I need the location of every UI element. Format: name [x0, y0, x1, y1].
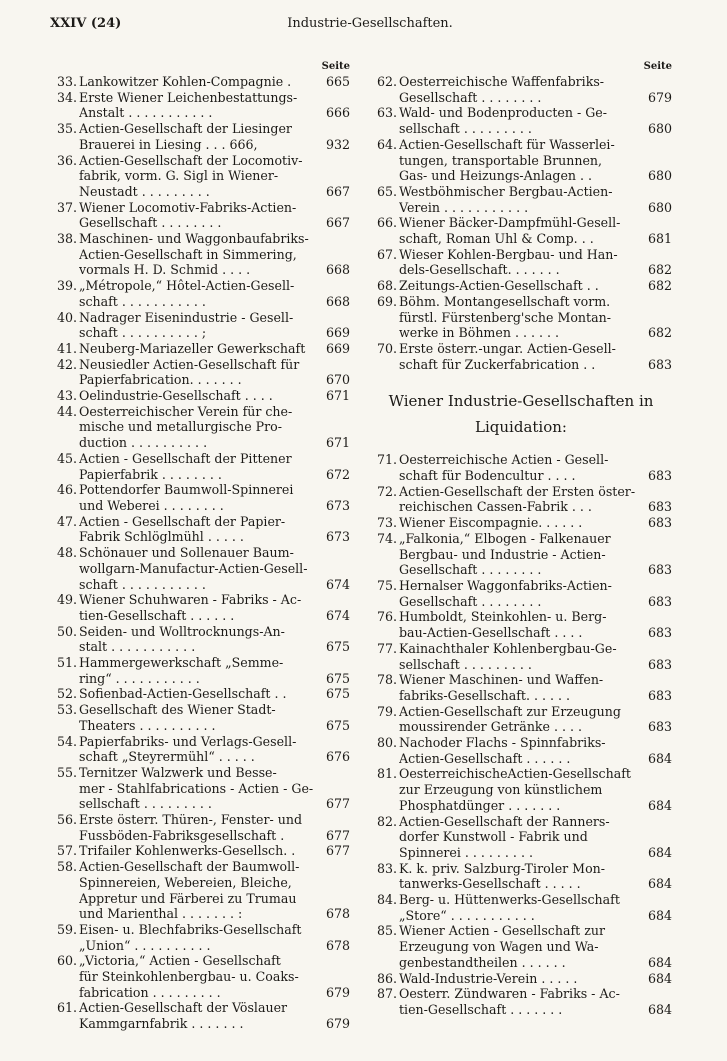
index-entry: [370, 923, 672, 970]
entry-text-line: Actien - Gesellschaft der Pittener: [79, 450, 292, 466]
entry-text-line: Spinnereien, Webereien, Bleiche,: [79, 874, 292, 890]
entry-text-line: Theaters . . . . . . . . . .: [79, 717, 216, 733]
entry-text-line: Erste österr. Thüren-, Fenster- und: [79, 812, 303, 828]
entry-page-number: 672: [325, 466, 350, 482]
entry-text-line: sellschaft . . . . . . . . .: [399, 656, 532, 672]
entry-page-number: 683: [647, 593, 672, 609]
index-entry: [50, 357, 350, 388]
entry-text-line: fürstl. Fürstenberg'sche Montan-: [399, 309, 611, 325]
entry-text-line: Papierfabrication. . . . . . .: [79, 372, 242, 388]
entry-page-number: 682: [647, 325, 672, 341]
entry-number: 51.: [56, 655, 77, 671]
entry-text-line: Oesterreichischer Verein für che-: [79, 403, 293, 419]
entry-page-number: 673: [325, 497, 350, 513]
entry-page-number: 675: [325, 670, 350, 686]
entry-number: 35.: [56, 121, 77, 137]
entry-text-line: genbestandtheilen . . . . . .: [399, 954, 566, 970]
entry-text-line: schaft „Steyrermühl“ . . . . .: [79, 749, 255, 765]
entry-number: 86.: [376, 970, 397, 986]
entry-page-number: 679: [325, 1016, 350, 1032]
index-entry: [370, 704, 672, 735]
entry-text-line: vormals H. D. Schmid . . . .: [79, 262, 251, 278]
entry-page-number: 680: [647, 168, 672, 184]
page-header: [50, 16, 690, 36]
entry-text-line: Pottendorfer Baumwoll-Spinnerei: [79, 482, 294, 498]
entry-text-line: Wiener Schuhwaren - Fabriks - Ac-: [79, 592, 302, 608]
entry-list-right-top: [370, 74, 672, 372]
index-entry: [50, 686, 350, 702]
entry-number: 70.: [376, 340, 397, 356]
entry-page-number: 684: [647, 844, 672, 860]
entry-list-right-bottom: [370, 452, 672, 1017]
entry-text-line: tien-Gesellschaft . . . . . . .: [399, 1001, 563, 1017]
index-entry: [50, 702, 350, 733]
entry-text-line: Nadrager Eisenindustrie - Gesell-: [79, 309, 294, 325]
index-entry: [370, 986, 672, 1017]
section-heading-line: Liquidation:: [475, 418, 567, 437]
entry-number: 69.: [376, 293, 397, 309]
entry-number: 57.: [56, 843, 77, 859]
index-entry: [370, 531, 672, 578]
entry-number: 59.: [56, 921, 77, 937]
entry-text-line: „Victoria,“ Actien - Gesellschaft: [79, 953, 281, 969]
entry-text-line: Bergbau- und Industrie - Actien-: [399, 546, 606, 562]
entry-text-line: sellschaft . . . . . . . . .: [399, 121, 532, 137]
entry-page-number: 674: [325, 576, 350, 592]
entry-text-line: „Union“ . . . . . . . . . .: [79, 937, 211, 953]
entry-text-line: Fabrik Schlöglmühl . . . . .: [79, 529, 244, 545]
index-entry: [370, 672, 672, 703]
index-entry: [50, 514, 350, 545]
entry-text-line: Actien-Gesellschaft der Vöslauer: [79, 1000, 288, 1016]
entry-text-line: Neuberg-Mariazeller Gewerkschaft: [79, 340, 306, 356]
entry-page-number: 684: [647, 970, 672, 986]
entry-number: 37.: [56, 199, 77, 215]
entry-page-number: 683: [647, 562, 672, 578]
entry-number: 74.: [376, 530, 397, 546]
entry-text-line: Oesterr. Zündwaren - Fabriks - Ac-: [399, 986, 620, 1002]
index-entry: [50, 734, 350, 765]
index-entry: [50, 451, 350, 482]
entry-text-line: Gas- und Heizungs-Anlagen . .: [399, 168, 593, 184]
entry-number: 58.: [56, 859, 77, 875]
index-entry: [50, 310, 350, 341]
index-entry: [50, 953, 350, 1000]
entry-text-line: Humboldt, Steinkohlen- u. Berg-: [399, 609, 607, 625]
entry-text-line: Wieser Kohlen-Bergbau- und Han-: [399, 246, 618, 262]
index-entry: [50, 341, 350, 357]
entry-page-number: 684: [647, 797, 672, 813]
entry-text-line: Actien-Gesellschaft . . . . . .: [399, 750, 571, 766]
entry-text-line: Gesellschaft . . . . . . . .: [399, 562, 542, 578]
entry-page-number: 680: [647, 199, 672, 215]
entry-text-line: fabriks-Gesellschaft. . . . . .: [399, 687, 571, 703]
index-entry: [370, 105, 672, 136]
index-entry: [50, 200, 350, 231]
entry-page-number: 683: [647, 687, 672, 703]
entry-number: 36.: [56, 152, 77, 168]
entry-text-line: Papierfabriks- und Verlags-Gesell-: [79, 733, 297, 749]
entry-text-line: Spinnerei . . . . . . . . .: [399, 844, 533, 860]
index-entry: [370, 341, 672, 372]
seite-label: Seite: [321, 61, 350, 72]
index-entry: [370, 137, 672, 184]
entry-text-line: dels-Gesellschaft. . . . . . .: [399, 262, 560, 278]
entry-text-line: Böhm. Montangesellschaft vorm.: [399, 293, 611, 309]
entry-page-number: 669: [325, 325, 350, 341]
entry-page-number: 666: [325, 105, 350, 121]
entry-number: 82.: [376, 813, 397, 829]
entry-page-number: 677: [325, 827, 350, 843]
entry-page-number: 682: [647, 262, 672, 278]
entry-text-line: Wiener Actien - Gesellschaft zur: [399, 923, 605, 939]
entry-text-line: Trifailer Kohlenwerks-Gesellsch. .: [79, 843, 296, 859]
entry-number: 47.: [56, 513, 77, 529]
entry-number: 45.: [56, 450, 77, 466]
entry-number: 83.: [376, 860, 397, 876]
entry-page-number: 678: [325, 937, 350, 953]
entry-page-number: 673: [325, 529, 350, 545]
index-entry: [50, 74, 350, 90]
entry-page-number: 667: [325, 183, 350, 199]
index-entry: [370, 278, 672, 294]
entry-text-line: Actien - Gesellschaft der Papier-: [79, 513, 286, 529]
entry-text-line: Westböhmischer Bergbau-Actien-: [399, 183, 613, 199]
entry-text-line: tungen, transportable Brunnen,: [399, 152, 603, 168]
entry-text-line: Erzeugung von Wagen und Wa-: [399, 939, 599, 955]
index-entry: [370, 515, 672, 531]
entry-number: 81.: [376, 766, 397, 782]
entry-number: 52.: [56, 686, 77, 702]
entry-text-line: Wiener Locomotiv-Fabriks-Actien-: [79, 199, 297, 215]
index-entry: [50, 545, 350, 592]
entry-number: 65.: [376, 183, 397, 199]
entry-text-line: schaft . . . . . . . . . . .: [79, 293, 206, 309]
index-entry: [370, 609, 672, 640]
entry-page-number: 683: [647, 719, 672, 735]
entry-text-line: Hernalser Waggonfabriks-Actien-: [399, 577, 612, 593]
running-title: Industrie-Gesellschaften.: [287, 16, 453, 31]
entry-number: 60.: [56, 953, 77, 969]
entry-text-line: fabrik, vorm. G. Sigl in Wiener-: [79, 168, 279, 184]
entry-text-line: Actien-Gesellschaft in Simmering,: [79, 246, 297, 262]
entry-number: 85.: [376, 923, 397, 939]
entry-text-line: Ternitzer Walzwerk und Besse-: [79, 764, 277, 780]
entry-text-line: Actien-Gesellschaft der Baumwoll-: [79, 859, 300, 875]
index-entry: [50, 624, 350, 655]
index-entry: [50, 153, 350, 200]
entry-number: 76.: [376, 609, 397, 625]
entry-number: 46.: [56, 482, 77, 498]
index-entry: [50, 404, 350, 451]
entry-text-line: Kainachthaler Kohlenbergbau-Ge-: [399, 640, 617, 656]
entry-number: 50.: [56, 623, 77, 639]
index-entry: [50, 278, 350, 309]
entry-text-line: Appretur und Färberei zu Trumau: [79, 890, 297, 906]
entry-list-left: [50, 74, 350, 1032]
entry-text-line: zur Erzeugung von künstlichem: [399, 782, 603, 798]
entry-number: 64.: [376, 136, 397, 152]
entry-page-number: 675: [325, 686, 350, 702]
entry-text-line: Actien-Gesellschaft der Liesinger: [79, 121, 292, 137]
entry-text-line: und Weberei . . . . . . . .: [79, 497, 224, 513]
entry-page-number: 679: [325, 984, 350, 1000]
entry-number: 41.: [56, 340, 77, 356]
entry-page-number: 678: [325, 906, 350, 922]
entry-page-number: 671: [325, 388, 350, 404]
entry-page-number: 681: [647, 231, 672, 247]
entry-text-line: moussirender Getränke . . . .: [399, 719, 583, 735]
entry-text-line: schaft . . . . . . . . . . .: [79, 576, 206, 592]
entry-text-line: Seiden- und Wolltrocknungs-An-: [79, 623, 285, 639]
entry-page-number: 684: [647, 876, 672, 892]
entry-text-line: Nachoder Flachs - Spinnfabriks-: [399, 735, 606, 751]
entry-text-line: werke in Böhmen . . . . . .: [399, 325, 559, 341]
section-heading: [370, 388, 672, 440]
entry-text-line: Wald- und Bodenproducten - Ge-: [399, 105, 607, 121]
index-entry: [370, 578, 672, 609]
right-column: [370, 60, 672, 1018]
entry-page-number: 684: [647, 907, 672, 923]
index-entry: [370, 74, 672, 105]
entry-number: 43.: [56, 388, 77, 404]
entry-text-line: K. k. priv. Salzburg-Tiroler Mon-: [399, 860, 606, 876]
entry-text-line: Actien-Gesellschaft der Ranners-: [399, 813, 610, 829]
entry-page-number: 667: [325, 215, 350, 231]
entry-page-number: 675: [325, 717, 350, 733]
entry-page-number: 665: [325, 74, 350, 89]
index-entry: [370, 735, 672, 766]
entry-text-line: Neustadt . . . . . . . . .: [79, 183, 210, 199]
entry-text-line: Phosphatdünger . . . . . . .: [399, 797, 561, 813]
entry-page-number: 684: [647, 954, 672, 970]
entry-page-number: 668: [325, 262, 350, 278]
entry-text-line: Actien-Gesellschaft zur Erzeugung: [399, 703, 621, 719]
entry-text-line: Wiener Maschinen- und Waffen-: [399, 672, 604, 688]
index-entry: [50, 90, 350, 121]
entry-number: 56.: [56, 812, 77, 828]
entry-text-line: Gesellschaft . . . . . . . .: [79, 215, 222, 231]
entry-text-line: Oelindustrie-Gesellschaft . . . .: [79, 388, 273, 404]
index-entry: [370, 971, 672, 987]
entry-number: 67.: [376, 246, 397, 262]
index-entry: [370, 766, 672, 813]
entry-text-line: fabrication . . . . . . . . .: [79, 984, 221, 1000]
index-entry: [370, 484, 672, 515]
index-entry: [370, 892, 672, 923]
entry-text-line: bau-Actien-Gesellschaft . . . .: [399, 625, 583, 641]
entry-number: 48.: [56, 545, 77, 561]
entry-text-line: dorfer Kunstwoll - Fabrik und: [399, 829, 588, 845]
entry-number: 75.: [376, 577, 397, 593]
entry-number: 84.: [376, 892, 397, 908]
entry-number: 63.: [376, 105, 397, 121]
entry-text-line: Anstalt . . . . . . . . . . .: [79, 105, 213, 121]
entry-text-line: Kammgarnfabrik . . . . . . .: [79, 1016, 244, 1032]
entry-number: 73.: [376, 515, 397, 531]
entry-text-line: Lankowitzer Kohlen-Compagnie .: [79, 74, 292, 89]
entry-number: 54.: [56, 733, 77, 749]
entry-text-line: Gesellschaft . . . . . . . .: [399, 593, 542, 609]
entry-number: 42.: [56, 356, 77, 372]
seite-label: Seite: [643, 61, 672, 72]
entry-text-line: schaft für Zuckerfabrication . .: [399, 356, 596, 372]
entry-number: 55.: [56, 764, 77, 780]
entry-page-number: 932: [325, 136, 350, 152]
entry-text-line: „Falkonia,“ Elbogen - Falkenauer: [399, 530, 611, 546]
entry-page-number: 674: [325, 607, 350, 623]
index-entry: [370, 641, 672, 672]
index-entry: [50, 812, 350, 843]
entry-text-line: Berg- u. Hüttenwerks-Gesellschaft: [399, 892, 620, 908]
entry-text-line: wollgarn-Manufactur-Actien-Gesell-: [79, 560, 308, 576]
entry-page-number: 682: [647, 278, 672, 294]
entry-text-line: duction . . . . . . . . . .: [79, 435, 208, 451]
index-entry: [50, 859, 350, 922]
entry-text-line: Fussböden-Fabriksgesellschaft .: [79, 827, 285, 843]
entry-text-line: Actien-Gesellschaft der Ersten öster-: [399, 483, 636, 499]
entry-number: 33.: [56, 74, 77, 89]
entry-page-number: 684: [647, 1001, 672, 1017]
entry-text-line: Gesellschaft des Wiener Stadt-: [79, 702, 276, 718]
entry-text-line: Erste österr.-ungar. Actien-Gesell-: [399, 340, 616, 356]
entry-text-line: Papierfabrik . . . . . . . .: [79, 466, 222, 482]
page-number: XXIV (24): [50, 16, 122, 31]
entry-number: 61.: [56, 1000, 77, 1016]
entry-page-number: 683: [647, 499, 672, 515]
entry-number: 79.: [376, 703, 397, 719]
entry-text-line: Wiener Eiscompagnie. . . . . .: [399, 515, 583, 531]
entry-text-line: „Métropole,“ Hôtel-Actien-Gesell-: [79, 278, 295, 294]
entry-page-number: 683: [647, 468, 672, 484]
entry-text-line: Maschinen- und Waggonbaufabriks-: [79, 231, 309, 247]
entry-text-line: Oesterreichische Actien - Gesell-: [399, 452, 609, 468]
entry-number: 62.: [376, 74, 397, 89]
entry-page-number: 683: [647, 656, 672, 672]
entry-page-number: 669: [325, 340, 350, 356]
section-heading-line: Wiener Industrie-Gesellschaften in: [388, 392, 654, 411]
entry-number: 80.: [376, 735, 397, 751]
entry-text-line: Actien-Gesellschaft der Locomotiv-: [79, 152, 303, 168]
entry-text-line: Wald-Industrie-Verein . . . . .: [399, 970, 578, 986]
entry-number: 71.: [376, 452, 397, 468]
entry-text-line: Sofienbad-Actien-Gesellschaft . .: [79, 686, 287, 702]
entry-text-line: Schönauer und Sollenauer Baum-: [79, 545, 294, 561]
entry-number: 44.: [56, 403, 77, 419]
index-entry: [50, 843, 350, 859]
entry-text-line: Gesellschaft . . . . . . . .: [399, 89, 542, 105]
entry-text-line: tanwerks-Gesellschaft . . . . .: [399, 876, 581, 892]
index-entry: [370, 452, 672, 483]
index-entry: [370, 294, 672, 341]
index-entry: [370, 247, 672, 278]
entry-number: 78.: [376, 672, 397, 688]
entry-number: 87.: [376, 986, 397, 1002]
entry-text-line: Neusiedler Actien-Gesellschaft für: [79, 356, 300, 372]
index-entry: [50, 655, 350, 686]
entry-number: 38.: [56, 231, 77, 247]
index-entry: [370, 215, 672, 246]
entry-page-number: 683: [647, 625, 672, 641]
entry-page-number: 683: [647, 515, 672, 531]
entry-text-line: reichischen Cassen-Fabrik . . .: [399, 499, 592, 515]
entry-text-line: schaft für Bodencultur . . . .: [399, 468, 576, 484]
entry-text-line: sellschaft . . . . . . . . .: [79, 796, 212, 812]
index-entry: [370, 861, 672, 892]
entry-text-line: Wiener Bäcker-Dampfmühl-Gesell-: [399, 215, 621, 231]
entry-text-line: Erste Wiener Leichenbestattungs-: [79, 89, 298, 105]
entry-number: 49.: [56, 592, 77, 608]
entry-text-line: „Store“ . . . . . . . . . . .: [399, 907, 535, 923]
entry-page-number: 670: [325, 372, 350, 388]
index-entry: [370, 814, 672, 861]
index-entry: [50, 765, 350, 812]
entry-page-number: 668: [325, 293, 350, 309]
entry-page-number: 676: [325, 749, 350, 765]
entry-text-line: tien-Gesellschaft . . . . . .: [79, 607, 235, 623]
entry-number: 53.: [56, 702, 77, 718]
entry-text-line: stalt . . . . . . . . . . .: [79, 639, 196, 655]
entry-page-number: 671: [325, 435, 350, 451]
entry-page-number: 677: [325, 796, 350, 812]
entry-number: 39.: [56, 278, 77, 294]
entry-page-number: 679: [647, 89, 672, 105]
entry-text-line: ring“ . . . . . . . . . . .: [79, 670, 200, 686]
left-column: [50, 60, 350, 1032]
entry-text-line: Brauerei in Liesing . . . 666,: [79, 136, 258, 152]
entry-number: 68.: [376, 278, 397, 294]
entry-text-line: Verein . . . . . . . . . . .: [399, 199, 529, 215]
entry-page-number: 683: [647, 356, 672, 372]
entry-number: 72.: [376, 483, 397, 499]
entry-page-number: 684: [647, 750, 672, 766]
entry-text-line: OesterreichischeActien-Gesellschaft: [399, 766, 631, 782]
entry-text-line: mer - Stahlfabrications - Actien - Ge-: [79, 780, 314, 796]
index-entry: [50, 922, 350, 953]
entry-number: 40.: [56, 309, 77, 325]
entry-text-line: Actien-Gesellschaft für Wasserlei-: [399, 136, 615, 152]
entry-text-line: für Steinkohlenbergbau- u. Coaks-: [79, 969, 299, 985]
entry-number: 77.: [376, 640, 397, 656]
index-entry: [370, 184, 672, 215]
index-entry: [50, 121, 350, 152]
entry-number: 34.: [56, 89, 77, 105]
entry-text-line: Zeitungs-Actien-Gesellschaft . .: [399, 278, 599, 294]
entry-text-line: mische und metallurgische Pro-: [79, 419, 282, 435]
entry-number: 66.: [376, 215, 397, 231]
index-entry: [50, 231, 350, 278]
entry-text-line: Oesterreichische Waffenfabriks-: [399, 74, 605, 89]
index-entry: [50, 1000, 350, 1031]
index-entry: [50, 388, 350, 404]
entry-page-number: 675: [325, 639, 350, 655]
entry-text-line: schaft . . . . . . . . . . ;: [79, 325, 207, 341]
index-entry: [50, 592, 350, 623]
entry-text-line: schaft, Roman Uhl & Comp. . .: [399, 231, 594, 247]
entry-text-line: und Marienthal . . . . . . . :: [79, 906, 243, 922]
index-entry: [50, 482, 350, 513]
entry-text-line: Hammergewerkschaft „Semme-: [79, 655, 284, 671]
entry-page-number: 680: [647, 121, 672, 137]
entry-text-line: Eisen- u. Blechfabriks-Gesellschaft: [79, 921, 302, 937]
entry-page-number: 677: [325, 843, 350, 859]
